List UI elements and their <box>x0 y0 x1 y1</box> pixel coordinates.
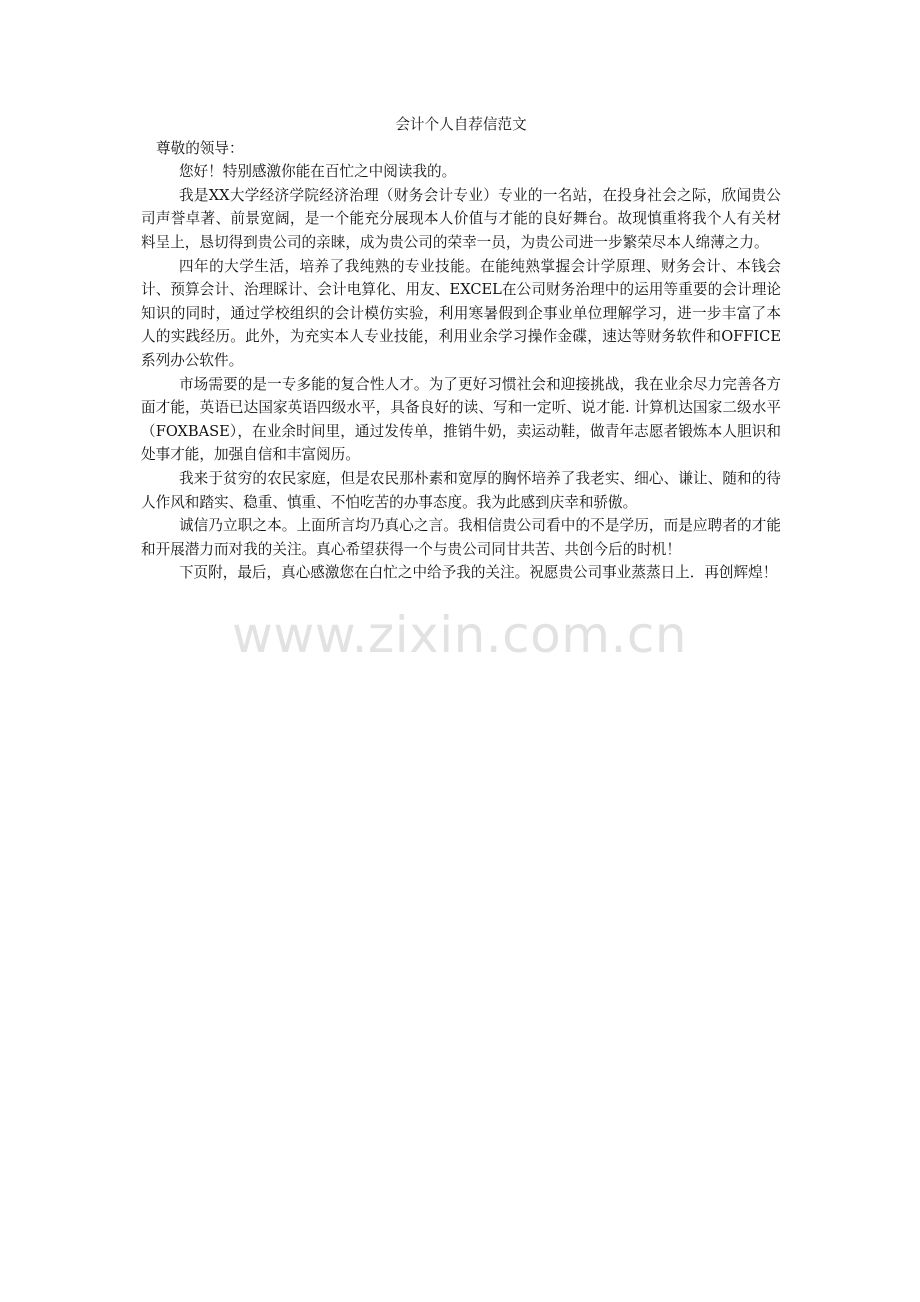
paragraph-background: 我来于贫穷的农民家庭，但是农民那朴素和宽厚的胸怀培养了我老实、细心、谦让、随和的待人作风和踏实、稳重、慎重、不怕吃苦的办事态度。我为此感到庆幸和骄傲。 <box>141 469 781 511</box>
paragraph-closing: 下页附，最后，真心感激您在白忙之中给予我的关注。祝愿贵公司事业蒸蒸日上．再创辉煌！ <box>178 564 778 582</box>
paragraph-abilities: 市场需要的是一专多能的复合性人才。为了更好习惯社会和迎接挑战，我在业余尽力完善各方面才能，英语已达国家英语四级水平，具备良好的读、写和一定听、说才能. 计算机达国家二级水平（FOXBASE），在业余时间里，通过发传单，推销牛奶，卖运动鞋，做青年志愿者锻炼本人胆识和处事才能，加强自信和丰富阅历。 <box>141 375 781 464</box>
salutation: 尊敬的领导： <box>156 139 244 157</box>
page-title: 会计个人自荐信范文 <box>395 116 527 133</box>
paragraph-integrity: 诚信乃立职之本。上面所言均乃真心之言。我相信贵公司看中的不是学历，而是应聘者的才能和开展潜力而对我的关注。真心希望获得一个与贵公司同甘共苦、共创今后的时机！ <box>141 517 781 558</box>
paragraph-greeting: 您好！特别感激你能在百忙之中阅读我的。 <box>178 163 457 181</box>
paragraph-introduction: 我是XX大学经济学院经济治理（财务会计专业）专业的一名站，在投身社会之际，欣闻贵公司声誉卓著、前景宽阔，是一个能充分展现本人价值与才能的良好舞台。故现慎重将我个人有关材料呈上，恳切得到贵公司的亲睐，成为贵公司的荣幸一员，为贵公司进一步繁荣尽本人绵薄之力。 <box>141 186 781 251</box>
letter-body <box>141 113 781 585</box>
paragraph-skills: 四年的大学生活，培养了我纯熟的专业技能。在能纯熟掌握会计学原理、财务会计、本钱会计、预算会计、治理睬计、会计电算化、用友、EXCEL在公司财务治理中的运用等重要的会计理论知识的同时，通过学校组织的会计模仿实验，利用寒暑假到企事业单位理解学习，进一步丰富了本人的实践经历。此外，为充实本人专业技能，利用业余学习操作金碟，速达等财务软件和OFFICE系列办公软件。 <box>141 257 781 369</box>
watermark-text: www.zixin.com.cn <box>232 606 688 664</box>
